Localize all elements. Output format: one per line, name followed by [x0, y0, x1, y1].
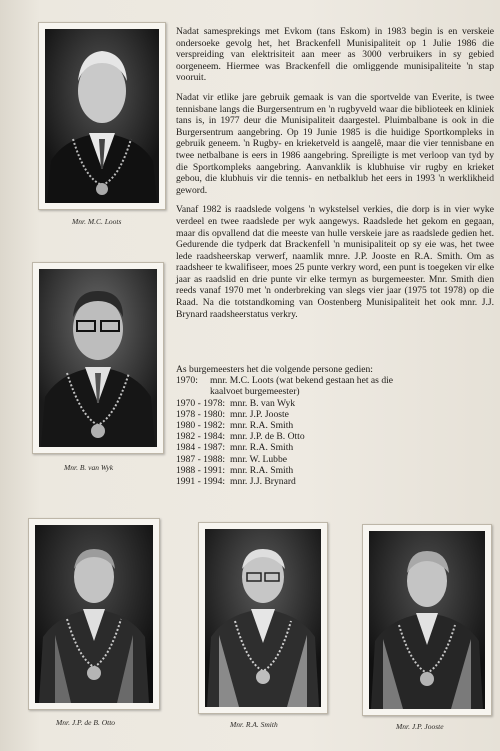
photo-card-vanwyk [32, 262, 164, 454]
mayor-name: mnr. R.A. Smith [230, 420, 294, 432]
paragraph-council: Vanaf 1982 is raadslede volgens 'n wykstelsel verkies, die dorp is in vier wyke verdeel en twee raadslede per wyk aangewys. Raadslede het gekom en gegaan, maar dis opvallend dat die meeste van hulle verskeie jare as raadslede gedien het. Gedurende die tydperk dat Brackenfell 'n munisipaliteit op sy eie was, het twee lede raadsheerskap verwerf, naamlik mnre. J.P. Jooste en R.A. Smith. Om as raadsheer te kwalifiseer, moes 25 punte verkry word, een punt is toegeken vir elke jaar as raadslid en drie punte vir elke termyn as burgemeester. Mnr. Smith dien reeds vanaf 1970 met 'n onderbreking van slegs vier jaar (1975 tot 1978) op die Raad. Na die totstandkoming van Oostenberg Munisipaliteit het ook mnr. J.J. Brynard raadsheerstatus verkry. [176, 204, 494, 320]
mayor-name: mnr. J.P. de B. Otto [230, 431, 305, 443]
caption-otto: Mnr. J.P. de B. Otto [56, 718, 116, 727]
mayor-note-text: kaalvoet burgemeester) [210, 386, 300, 398]
mayor-name: mnr. B. van Wyk [230, 397, 296, 409]
mayor-row [176, 454, 494, 465]
mayor-name: mnr. R.A. Smith [230, 464, 294, 476]
photo-card-otto [28, 518, 160, 710]
mayor-row [176, 409, 494, 420]
caption-vanwyk: Mnr. B. van Wyk [64, 463, 114, 472]
mayor-row [176, 398, 494, 409]
mayor-row [176, 375, 494, 386]
mayor-row [176, 420, 494, 431]
mayor-year: 1991 - 1994: [176, 476, 226, 488]
portrait-photo-vanwyk [39, 269, 157, 447]
caption-smith: Mnr. R.A. Smith [230, 720, 278, 729]
mayor-year: 1970: [176, 375, 198, 387]
mayor-row [176, 465, 494, 476]
mayor-name: mnr. J.J. Brynard [230, 476, 296, 488]
mayor-year: 1984 - 1987: [176, 442, 226, 454]
mayor-year: 1970 - 1978: [176, 397, 226, 409]
portrait-photo-otto [35, 525, 153, 703]
photo-card-loots [38, 22, 166, 210]
portrait-photo-smith [205, 529, 321, 707]
mayor-name: mnr. J.P. Jooste [230, 408, 289, 420]
portrait-photo-loots [45, 29, 159, 203]
mayor-year: 1988 - 1991: [176, 464, 226, 476]
mayor-year: 1980 - 1982: [176, 420, 226, 432]
mayors-list [176, 364, 494, 487]
photo-card-smith [198, 522, 328, 714]
mayor-note [176, 386, 494, 397]
photo-card-jooste [362, 524, 492, 716]
body-text [176, 26, 494, 328]
mayor-row [176, 442, 494, 453]
mayor-year: 1978 - 1980: [176, 408, 226, 420]
mayor-year: 1982 - 1984: [176, 431, 226, 443]
mayors-heading: As burgemeesters het die volgende persone gedien: [176, 364, 373, 375]
paragraph-electricity: Nadat samesprekings met Evkom (tans Eskom) in 1983 begin is en verskeie ondersoeke gevolg het, het Brackenfell Munisipaliteit op 1 Julie 1986 die verspreiding van elektrisiteit aan meer as 3000 verbruikers in sy gebied oorgeneem. Hiermee was Brackenfell die omliggende munisipaliteite 'n stap vooruit. [176, 26, 494, 84]
portrait-photo-jooste [369, 531, 485, 709]
mayor-name: mnr. M.C. Loots (wat bekend gestaan het as die [210, 375, 394, 387]
mayor-row [176, 431, 494, 442]
mayor-row [176, 476, 494, 487]
caption-jooste: Mnr. J.P. Jooste [396, 722, 444, 731]
mayor-name: mnr. R.A. Smith [230, 442, 294, 454]
mayor-year: 1987 - 1988: [176, 453, 226, 465]
mayor-name: mnr. W. Lubbe [230, 453, 288, 465]
paragraph-sport: Nadat vir etlike jare gebruik gemaak is van die sportvelde van Everite, is twee tennisbane langs die Burgersentrum en 'n rugbyveld waar die biblioteek en kliniek tans is, in 1977 deur die Munisipaliteit daargestel. Pluimbalbane is ook in die Burgersentrum aangebring. Op 19 Junie 1985 is die huidige Sportkompleks in gebruik geneem. 'n Rugby- en krieketveld is aangelê, maar die vier tennisbane en twee netbalbane is eers in 1986 aangebring. Spreiligte is met verloop van tyd by die Sportkompleks aangebring. Aanvanklik is klubhuise vir rugby en krieket gebou, die klubhuis vir die tennis- en netbalklub het eers in 1993 'n werklikheid geword. [176, 91, 494, 196]
caption-loots: Mnr. M.C. Loots [72, 217, 122, 226]
